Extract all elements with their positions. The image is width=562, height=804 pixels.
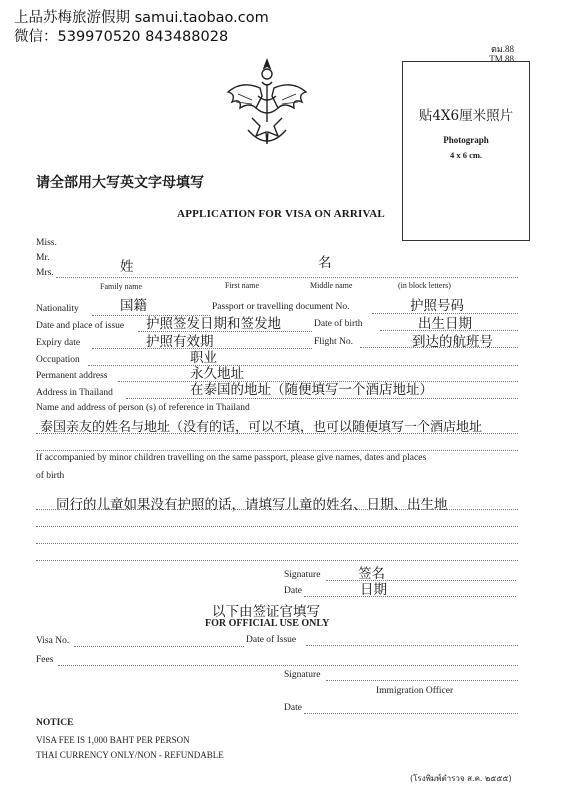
hw-flight: 到达的航班号 bbox=[412, 334, 493, 350]
shop-name: 上品苏梅旅游假期 samui.taobao.com bbox=[14, 10, 269, 26]
flight-field[interactable] bbox=[360, 347, 518, 348]
label-immigration-officer: Immigration Officer bbox=[376, 686, 454, 696]
hw-passport: 护照号码 bbox=[410, 298, 464, 314]
reference-field-2[interactable] bbox=[36, 450, 518, 451]
shop-contact: 微信：539970520 843488028 bbox=[14, 29, 229, 45]
minor-field-3[interactable] bbox=[36, 543, 518, 544]
hw-issue: 护照签发日期和签发地 bbox=[146, 316, 281, 332]
hw-dob: 出生日期 bbox=[418, 316, 472, 332]
notice-title: NOTICE bbox=[36, 718, 74, 728]
signature-field[interactable] bbox=[326, 580, 516, 581]
photo-size: 4 x 6 cm. bbox=[449, 150, 483, 160]
title-mrs: Mrs. bbox=[36, 268, 54, 278]
label-family-name: Family name bbox=[100, 282, 142, 291]
label-visa-no: Visa No. bbox=[36, 636, 70, 646]
label-reference: Name and address of person (s) of reference in Thailand bbox=[36, 403, 250, 413]
official-date-field[interactable] bbox=[304, 713, 518, 714]
label-occupation: Occupation bbox=[36, 355, 80, 365]
hw-occupation: 职业 bbox=[190, 350, 217, 366]
official-signature-field[interactable] bbox=[326, 680, 518, 681]
minor-field-2[interactable] bbox=[36, 526, 518, 527]
label-flight: Flight No. bbox=[314, 337, 354, 347]
uppercase-note-cn: 请全部用大写英文字母填写 bbox=[36, 175, 204, 191]
notice-fee: VISA FEE IS 1,000 BAHT PER PERSON bbox=[36, 735, 190, 745]
label-nationality: Nationality bbox=[36, 304, 79, 314]
label-middle-name: Middle name bbox=[310, 281, 353, 290]
hw-signature: 签名 bbox=[358, 566, 385, 582]
visa-no-field[interactable] bbox=[74, 646, 244, 647]
hw-nationality: 国籍 bbox=[120, 298, 147, 314]
fees-field[interactable] bbox=[58, 665, 518, 666]
notice-currency: THAI CURRENCY ONLY/NON - REFUNDABLE bbox=[36, 750, 224, 760]
thailand-field[interactable] bbox=[126, 398, 518, 399]
label-first-name: First name bbox=[225, 281, 259, 290]
label-expiry: Expiry date bbox=[36, 338, 81, 348]
hw-thailand: 在泰国的地址（随便填写一个酒店地址） bbox=[190, 382, 433, 398]
label-fees: Fees bbox=[36, 655, 54, 665]
official-title: FOR OFFICIAL USE ONLY bbox=[205, 618, 330, 629]
form-code-thai: ตม.88 bbox=[490, 44, 514, 54]
hw-given-name: 名 bbox=[318, 255, 332, 271]
name-field[interactable] bbox=[56, 277, 518, 278]
date-field[interactable] bbox=[304, 596, 516, 597]
hw-expiry: 护照有效期 bbox=[146, 334, 214, 350]
date-of-issue-field[interactable] bbox=[306, 645, 518, 646]
label-permanent: Permanent address bbox=[36, 371, 108, 381]
label-date: Date bbox=[284, 586, 302, 596]
label-official-signature: Signature bbox=[284, 670, 321, 680]
hw-reference: 泰国亲友的姓名与地址（没有的话，可以不填，也可以随便填写一个酒店地址 bbox=[40, 420, 483, 435]
minor-field-1[interactable] bbox=[36, 509, 518, 510]
printer-mark: (โรงพิมพ์ตำรวจ ส.ค. ๒๕๕๕) bbox=[410, 774, 512, 783]
label-minor-1: If accompanied by minor children travelling on the same passport, please give names, dates and places bbox=[36, 453, 427, 463]
form-title: APPLICATION FOR VISA ON ARRIVAL bbox=[177, 208, 385, 220]
reference-field-1[interactable] bbox=[36, 433, 518, 434]
label-date-of-issue: Date of Issue bbox=[246, 635, 297, 645]
form-code-tm: TM.88 bbox=[489, 54, 514, 64]
label-minor-2: of birth bbox=[36, 471, 65, 481]
label-block-letters: (in block letters) bbox=[398, 281, 451, 290]
hw-minor: 同行的儿童如果没有护照的话，请填写儿童的姓名、日期、出生地 bbox=[56, 497, 448, 513]
label-dob: Date of birth bbox=[314, 319, 363, 329]
label-issue: Date and place of issue bbox=[36, 321, 125, 331]
title-mr: Mr. bbox=[36, 253, 50, 263]
occupation-field[interactable] bbox=[88, 365, 518, 366]
photo-label: Photograph bbox=[443, 135, 489, 145]
label-thailand: Address in Thailand bbox=[36, 388, 113, 398]
title-miss: Miss. bbox=[36, 238, 57, 248]
label-official-date: Date bbox=[284, 703, 302, 713]
hw-surname: 姓 bbox=[120, 259, 134, 275]
minor-field-4[interactable] bbox=[36, 560, 518, 561]
hw-date: 日期 bbox=[360, 582, 387, 598]
hw-official-cn: 以下由签证官填写 bbox=[212, 604, 320, 620]
photo-instruction-cn: 贴4X6厘米照片 bbox=[418, 108, 514, 124]
hw-permanent: 永久地址 bbox=[190, 366, 244, 382]
label-passport: Passport or travelling document No. bbox=[212, 302, 350, 312]
garuda-emblem-icon bbox=[222, 52, 312, 152]
label-signature: Signature bbox=[284, 570, 321, 580]
